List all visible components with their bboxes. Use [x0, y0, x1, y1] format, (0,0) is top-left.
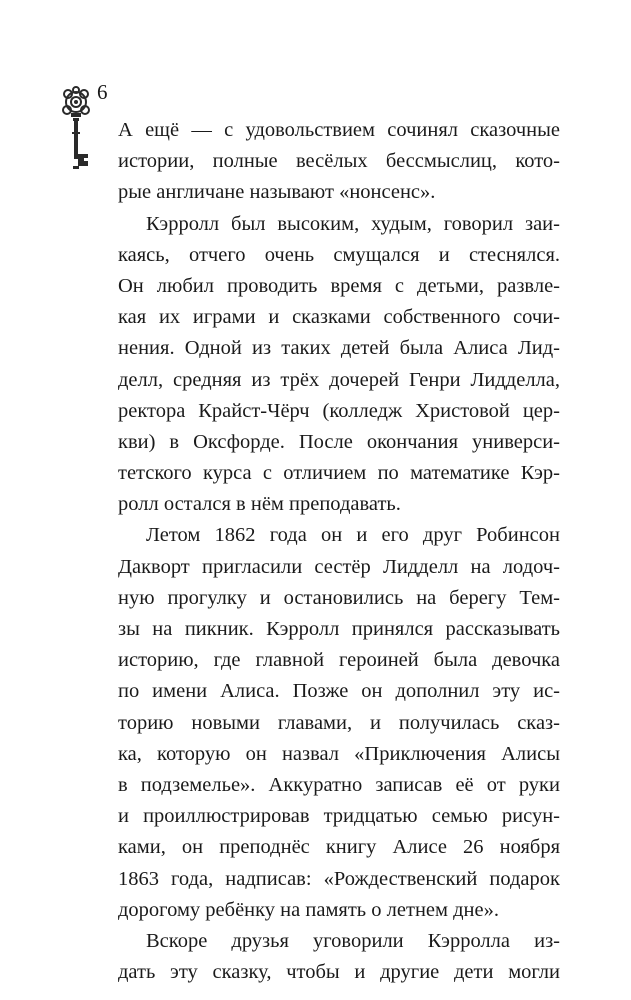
- text-line: и проиллюстрировав тридцатью семью рисун-: [118, 805, 560, 828]
- text-line: А ещё — с удовольствием сочинял сказочные: [118, 119, 560, 141]
- text-line: дорогому ребёнку на память о летнем дне».: [118, 898, 499, 921]
- text-line: в подземелье». Аккуратно записав её от руки: [118, 773, 560, 796]
- text-line: 1863 года, надписав: «Рождественский подарок: [118, 867, 560, 890]
- text-line: нения. Одной из таких детей была Алиса Лид-: [118, 337, 560, 360]
- text-line: Летом 1862 года он и его друг Робинсон: [146, 524, 560, 547]
- ornate-key-icon: [58, 86, 100, 176]
- text-line: ролл остался в нём преподавать.: [118, 493, 401, 516]
- text-line: каясь, отчего очень смущался и стеснялся.: [118, 243, 560, 266]
- page-number: 6: [97, 80, 108, 104]
- text-line: торию новыми главами, и получилась сказ-: [118, 711, 560, 734]
- text-line: Дакворт пригласили сестёр Лидделл на лодоч-: [118, 555, 560, 578]
- body-text: [118, 115, 560, 988]
- text-line: историю, где главной героиней была девочка: [118, 649, 560, 672]
- text-line: по имени Алиса. Позже он дополнил эту ис-: [118, 680, 560, 703]
- text-line: Вскоре друзья уговорили Кэрролла из-: [146, 929, 560, 952]
- text-line: ка, которую он назвал «Приключения Алисы: [118, 742, 560, 765]
- text-line: ную прогулку и остановились на берегу Тем-: [118, 586, 560, 609]
- text-line: ками, он преподнёс книгу Алисе 26 ноября: [118, 836, 560, 859]
- text-line: Он любил проводить время с детьми, развле-: [118, 274, 560, 297]
- text-line: рые англичане называют «нонсенс».: [118, 181, 436, 204]
- text-line: тетского курса с отличием по математике Кэр-: [118, 462, 560, 485]
- text-line: кая их играми и сказками собственного сочи-: [118, 306, 560, 329]
- text-line: дать эту сказку, чтобы и другие дети могли: [118, 961, 560, 984]
- text-line: истории, полные весёлых бессмыслиц, кото-: [118, 150, 560, 173]
- text-line: зы на пикник. Кэрролл принялся рассказывать: [118, 618, 560, 640]
- text-line: ректора Крайст-Чёрч (колледж Христовой цер-: [118, 399, 560, 422]
- text-line: делл, средняя из трёх дочерей Генри Лидделла,: [118, 368, 560, 391]
- text-line: Кэрролл был высоким, худым, говорил заи-: [146, 212, 560, 235]
- text-line: кви) в Оксфорде. После окончания универси-: [118, 430, 560, 453]
